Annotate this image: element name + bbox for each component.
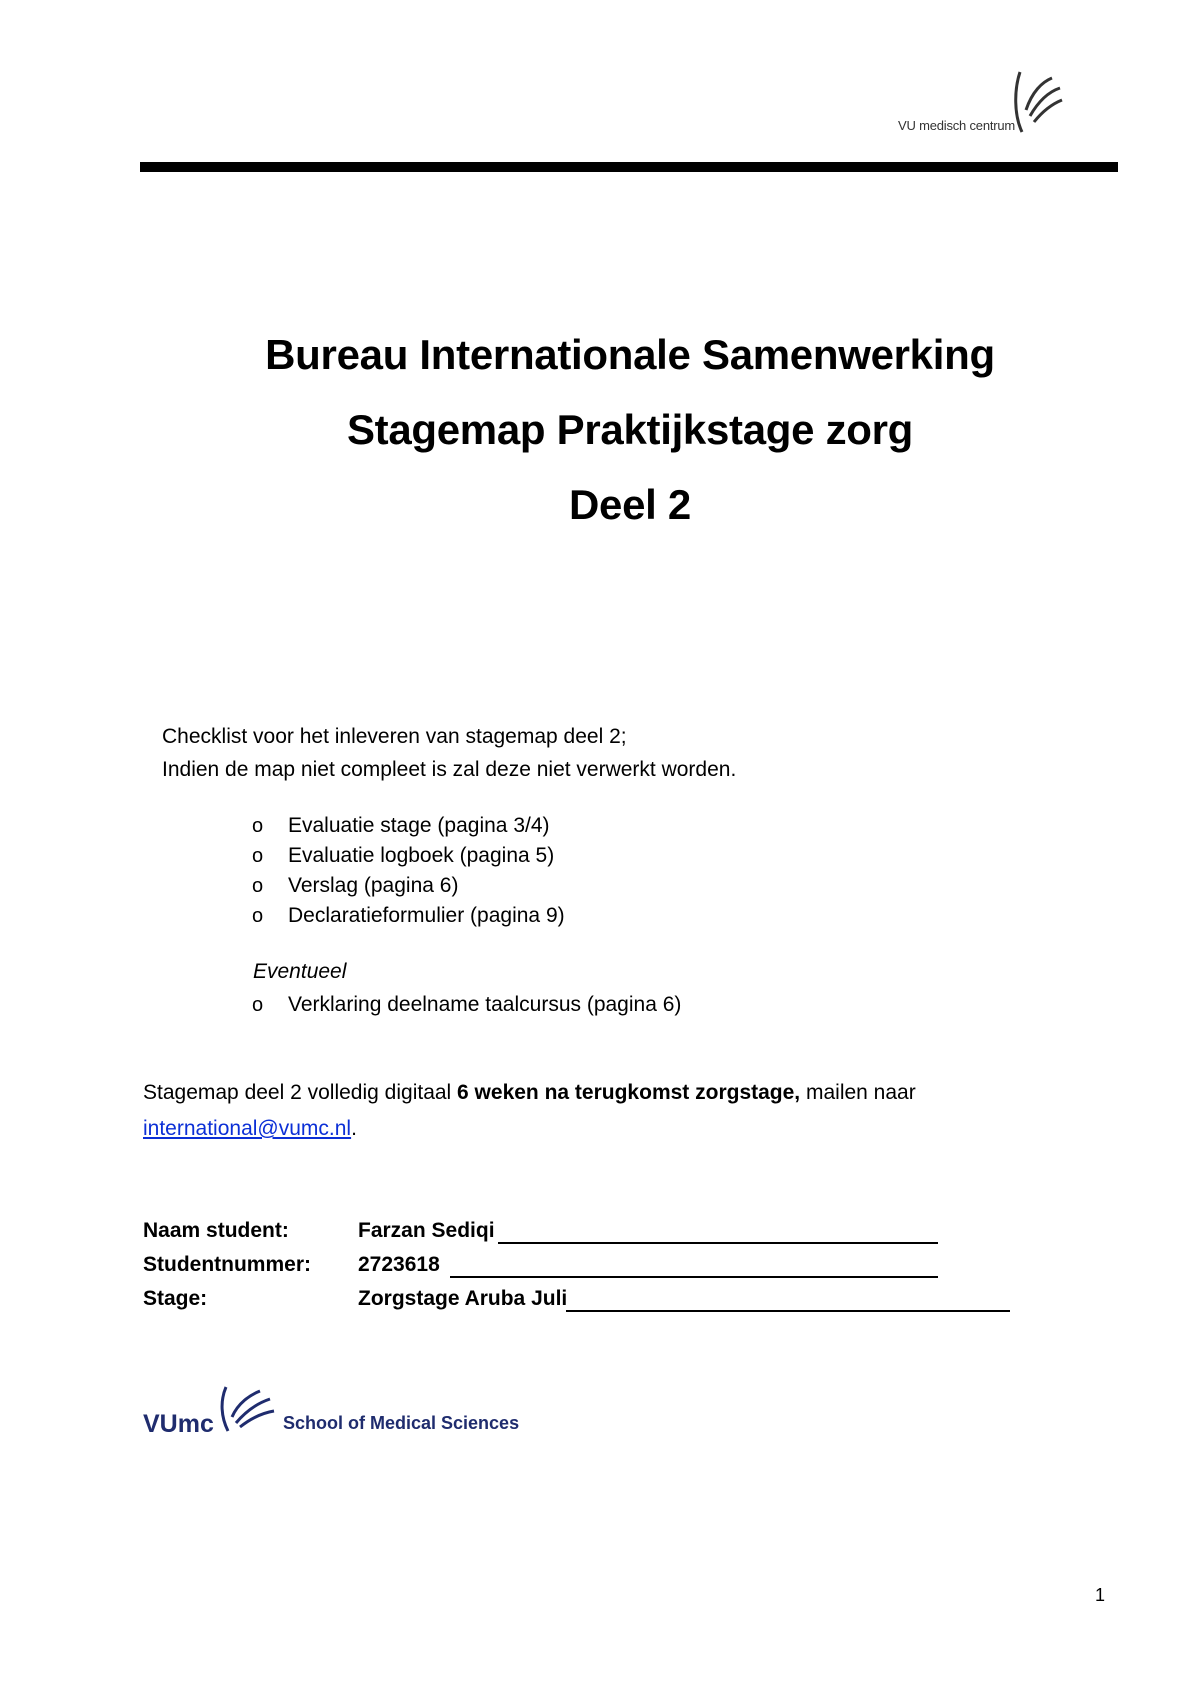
circle-bullet-icon: o <box>252 875 264 897</box>
vumc-footer-logo-icon <box>218 1385 276 1433</box>
list-item: o Evaluatie stage (pagina 3/4) <box>252 811 565 841</box>
circle-bullet-icon: o <box>252 845 264 867</box>
circle-bullet-icon: o <box>252 815 264 837</box>
checklist-intro: Checklist voor het inleveren van stagemap deel 2; <box>162 725 627 748</box>
student-number-value: 2723618 <box>358 1253 440 1276</box>
stage-value: Zorgstage Aruba Juli <box>358 1287 568 1310</box>
circle-bullet-icon: o <box>252 994 264 1016</box>
document-subtitle: Stagemap Praktijkstage zorg <box>346 406 914 453</box>
list-item: o Verslag (pagina 6) <box>252 871 565 901</box>
vumc-logo-icon <box>1012 70 1064 134</box>
circle-bullet-icon: o <box>252 905 264 927</box>
student-name-line <box>498 1242 938 1244</box>
footer-brand: VUmc <box>143 1410 214 1438</box>
list-item: o Verklaring deelname taalcursus (pagina 6) <box>252 990 681 1020</box>
student-name-value: Farzan Sediqi <box>358 1219 495 1242</box>
list-item: o Declaratieformulier (pagina 9) <box>252 901 565 931</box>
optional-checklist <box>252 990 681 1020</box>
list-item: o Evaluatie logboek (pagina 5) <box>252 841 565 871</box>
stage-line <box>566 1310 1010 1312</box>
stage-label: Stage: <box>143 1287 208 1310</box>
header-divider <box>140 162 1118 172</box>
student-name-label: Naam student: <box>143 1219 289 1242</box>
optional-label: Eventueel <box>253 960 347 983</box>
document-part: Deel 2 <box>569 481 691 528</box>
student-number-label: Studentnummer: <box>143 1253 311 1276</box>
document-title: Bureau Internationale Samenwerking <box>265 331 995 378</box>
header-logo-text: VU medisch centrum <box>898 118 1016 133</box>
submission-instruction: Stagemap deel 2 volledig digitaal 6 weken na terugkomst zorgstage, mailen naar international@vumc.nl. <box>143 1081 916 1140</box>
page-number: 1 <box>1095 1585 1106 1605</box>
checklist-note: Indien de map niet compleet is zal deze niet verwerkt worden. <box>162 758 737 781</box>
checklist <box>252 811 565 931</box>
footer-school: School of Medical Sciences <box>283 1413 520 1433</box>
student-number-line <box>450 1276 938 1278</box>
email-link[interactable]: international@vumc.nl <box>143 1117 352 1140</box>
